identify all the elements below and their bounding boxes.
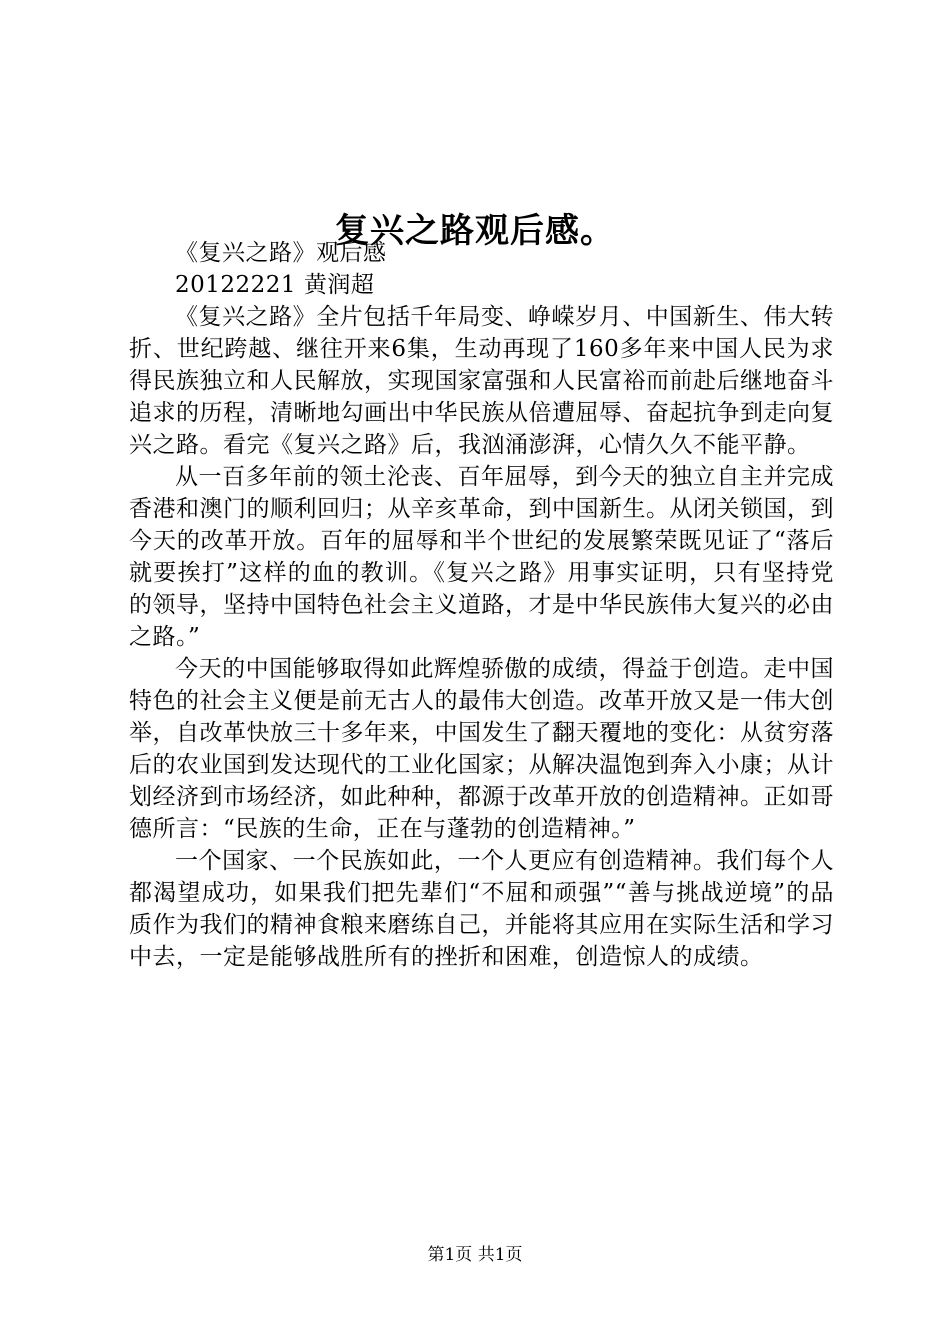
document-subtitle: 《复兴之路》观后感 — [175, 240, 387, 266]
document-title: 复兴之路观后感。 — [335, 210, 615, 251]
document-body — [129, 237, 834, 973]
paragraph-2: 从一百多年前的领土沦丧、百年屈辱，到今天的独立自主并完成香港和澳门的顺利回归；从辛亥革命，到中国新生。从闭关锁国，到今天的改革开放。百年的屈辱和半个世纪的发展繁荣既见证了“落后就要挨打”这样的血的教训。《复兴之路》用事实证明，只有坚持党的领导，坚持中国特色社会主义道路，才是中华民族伟大复兴的必由之路。” — [129, 464, 834, 650]
paragraph-1: 《复兴之路》全片包括千年局变、峥嵘岁月、中国新生、伟大转折、世纪跨越、继往开来6集，生动再现了160多年来中国人民为求得民族独立和人民解放，实现国家富强和人民富裕而前赴后继地奋斗追求的历程，清晰地勾画出中华民族从倍遭屈辱、奋起抗争到走向复兴之路。看完《复兴之路》后，我汹涌澎湃，心情久久不能平静。 — [129, 304, 834, 458]
document-author: 20122221 黄润超 — [175, 272, 375, 298]
paragraph-3: 今天的中国能够取得如此辉煌骄傲的成绩，得益于创造。走中国特色的社会主义便是前无古人的最伟大创造。改革开放又是一伟大创举，自改革快放三十多年来，中国发生了翻天覆地的变化：从贫穷落后的农业国到发达现代的工业化国家；从解决温饱到奔入小康；从计划经济到市场经济，如此种种，都源于改革开放的创造精神。正如哥德所言：“民族的生命，正在与蓬勃的创造精神。” — [129, 656, 834, 842]
page-footer: 第1页 共1页 — [427, 1245, 523, 1265]
paragraph-4: 一个国家、一个民族如此，一个人更应有创造精神。我们每个人都渴望成功，如果我们把先辈们“不屈和顽强”“善与挑战逆境”的品质作为我们的精神食粮来磨练自己，并能将其应用在实际生活和学习中去，一定是能够战胜所有的挫折和困难，创造惊人的成绩。 — [129, 848, 834, 970]
